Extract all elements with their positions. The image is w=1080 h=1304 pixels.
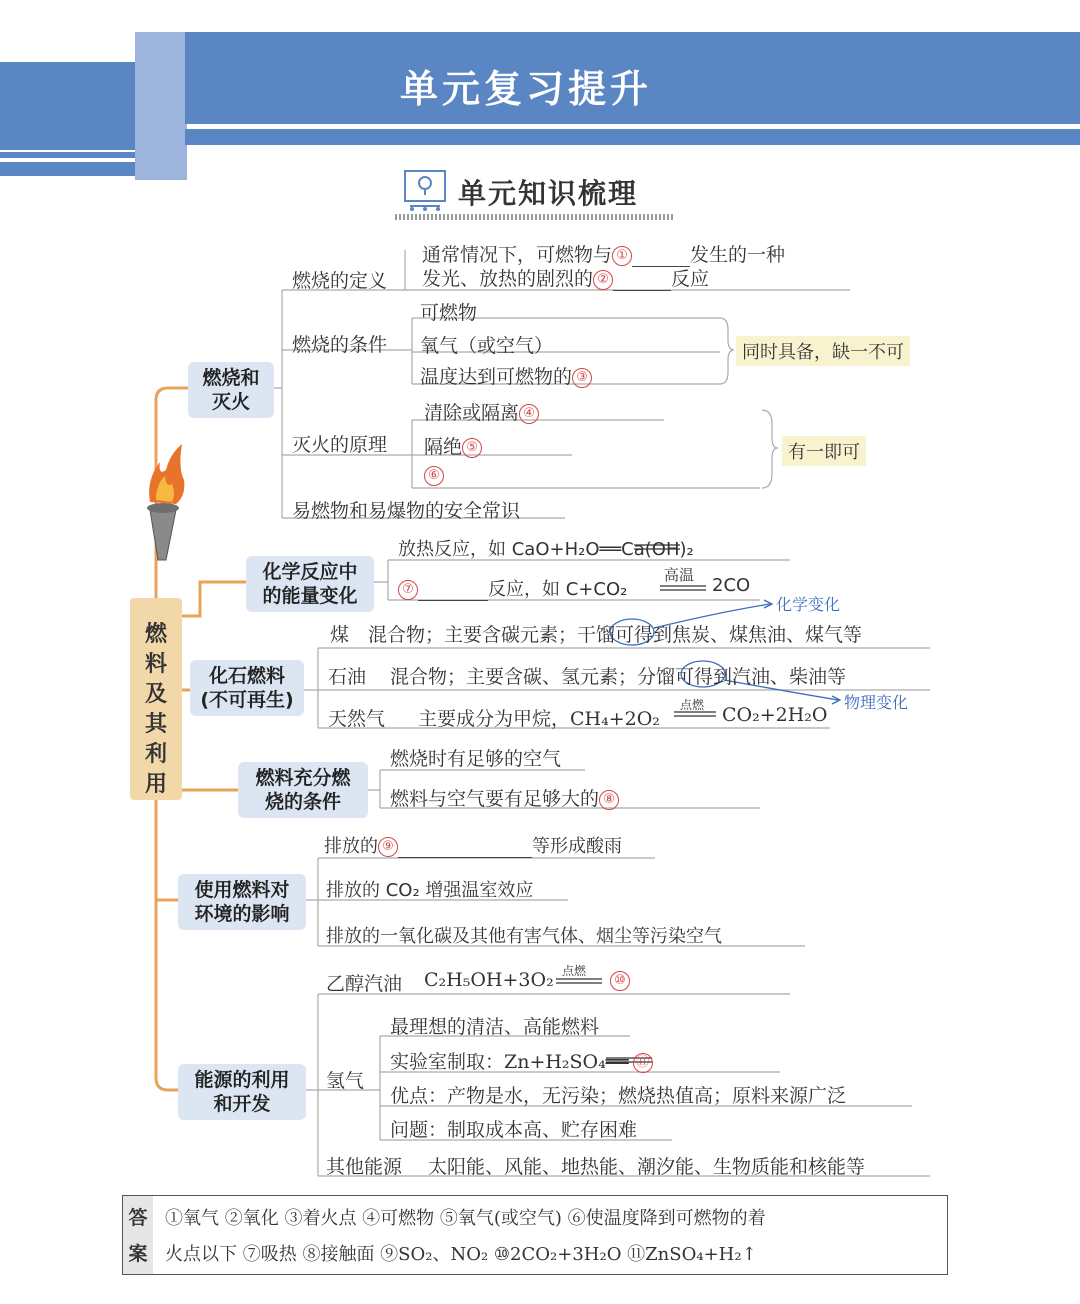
acid-rain-item: 排放的 ⑨ 等形成酸雨 (324, 836, 622, 857)
ethanol-condition: 点燃 (562, 964, 587, 978)
safety-knowledge: 易燃物和易爆物的安全常识 (292, 500, 521, 522)
condition-item-1: 可燃物 (420, 302, 478, 324)
blank-number-9: ⑨ (378, 837, 398, 857)
hydrogen-item-2: 实验室制取：Zn+H₂SO₄══ ⑪ (390, 1047, 653, 1074)
condition-item-3: 温度达到可燃物的 ③ (420, 362, 592, 389)
torch-icon (147, 444, 184, 560)
section-title: 单元知识梳理 (458, 177, 639, 210)
node-energy-development: 能源的利用 和开发 (178, 1064, 306, 1120)
ethanol-gasoline-label: 乙醇汽油 (326, 973, 403, 995)
other-energy-label: 其他能源 (326, 1156, 403, 1178)
answer-line-2: 火点以下 ⑦吸热 ⑧接触面 ⑨SO₂、NO₂ ⑩2CO₂+3H₂O ⑪ZnSO₄+H₂↑ (165, 1244, 757, 1265)
answer-box (122, 1195, 948, 1275)
note-physical-change: 物理变化 (844, 693, 909, 712)
node-full-combustion: 燃料充分燃 烧的条件 (238, 762, 368, 818)
full-combustion-item-2: 燃料与空气要有足够大的 ⑧ (390, 784, 619, 811)
hydrogen-item-4: 问题：制取成本高、贮存困难 (390, 1119, 638, 1141)
endothermic-example: ⑦ 反应，如 C+CO₂ (398, 575, 627, 601)
natural-gas-description: 主要成分为甲烷，CH₄+2O₂ (418, 708, 660, 730)
extinguish-note: 有一即可 (782, 436, 866, 466)
blank-number-8: ⑧ (599, 790, 619, 810)
node-combustion: 燃烧和 灭火 (188, 362, 274, 418)
extinguish-item-1: 清除或隔离 ④ (424, 398, 539, 425)
other-energy-list: 太阳能、风能、地热能、潮汐能、生物质能和核能等 (428, 1156, 866, 1178)
root-node-label: 燃料及其利用 (144, 622, 167, 797)
blank-number-11: ⑪ (633, 1053, 653, 1073)
answer-line-1: ①氧气 ②氧化 ③着火点 ④可燃物 ⑤氧气(或空气) ⑥使温度降到可燃物的着 (165, 1208, 766, 1229)
blank-number-3: ③ (572, 368, 592, 388)
hydrogen-item-1: 最理想的清洁、高能燃料 (390, 1016, 600, 1038)
combustion-condition-label: 燃烧的条件 (292, 334, 388, 356)
petroleum-label: 石油 (328, 666, 367, 688)
node-environment-impact: 使用燃料对 环境的影响 (178, 874, 306, 930)
extinguish-principle-label: 灭火的原理 (292, 434, 388, 456)
combustion-definition-label: 燃烧的定义 (292, 270, 388, 292)
full-combustion-item-1: 燃烧时有足够的空气 (390, 748, 562, 770)
petroleum-description: 混合物；主要含碳、氢元素；分馏可得到汽油、柴油等 (390, 666, 847, 688)
blank-number-1: ① (612, 246, 632, 266)
combustion-definition-line1: 通常情况下，可燃物与 ① 发生的一种 (422, 244, 786, 266)
extinguish-item-2: 隔绝 ⑤ (424, 432, 482, 459)
blank-number-10: ⑩ (610, 971, 630, 991)
high-temp-condition: 高温 (664, 566, 695, 584)
condition-item-2: 氧气（或空气） (420, 335, 554, 357)
blank-2 (613, 290, 671, 291)
blank-number-2: ② (593, 270, 613, 290)
ethanol-blank (610, 969, 630, 991)
blank-7 (418, 600, 488, 601)
natural-gas-label: 天然气 (328, 708, 386, 730)
blank-number-7: ⑦ (398, 580, 418, 600)
coal-description: 混合物；主要含碳元素；干馏可得到焦炭、煤焦油、煤气等 (368, 624, 863, 646)
endothermic-product: 2CO (712, 575, 751, 596)
hydrogen-item-3: 优点：产物是水，无污染；燃烧热值高；原料来源广泛 (390, 1085, 847, 1107)
greenhouse-item: 排放的 CO₂ 增强温室效应 (326, 880, 534, 901)
node-fossil-fuels: 化石燃料 (不可再生) (190, 660, 304, 716)
ethanol-equation: C₂H₅OH+3O₂ (424, 969, 554, 991)
note-chemical-change: 化学变化 (776, 595, 841, 614)
answer-label: 答 案 (123, 1196, 153, 1274)
root-node (130, 598, 182, 800)
node-energy-change: 化学反应中 的能量变化 (246, 556, 374, 612)
natural-gas-product: CO₂+2H₂O (722, 704, 828, 726)
blank-9 (398, 857, 532, 858)
combustion-definition-line2: 发光、放热的剧烈的 ② 反应 (422, 268, 710, 290)
blank-number-5: ⑤ (462, 438, 482, 458)
page-title: 单元复习提升 (400, 67, 653, 111)
hydrogen-label: 氢气 (326, 1070, 365, 1092)
ignite-condition: 点燃 (680, 698, 705, 712)
blank-number-6: ⑥ (424, 466, 444, 486)
air-pollution-item: 排放的一氧化碳及其他有害气体、烟尘等污染空气 (326, 926, 722, 947)
coal-label: 煤 (330, 624, 350, 646)
condition-note: 同时具备，缺一不可 (736, 336, 910, 366)
exothermic-example: 放热反应，如 CaO+H₂O══Ca(OH)₂ (398, 539, 694, 560)
blank-number-4: ④ (519, 404, 539, 424)
extinguish-item-3 (424, 464, 444, 486)
